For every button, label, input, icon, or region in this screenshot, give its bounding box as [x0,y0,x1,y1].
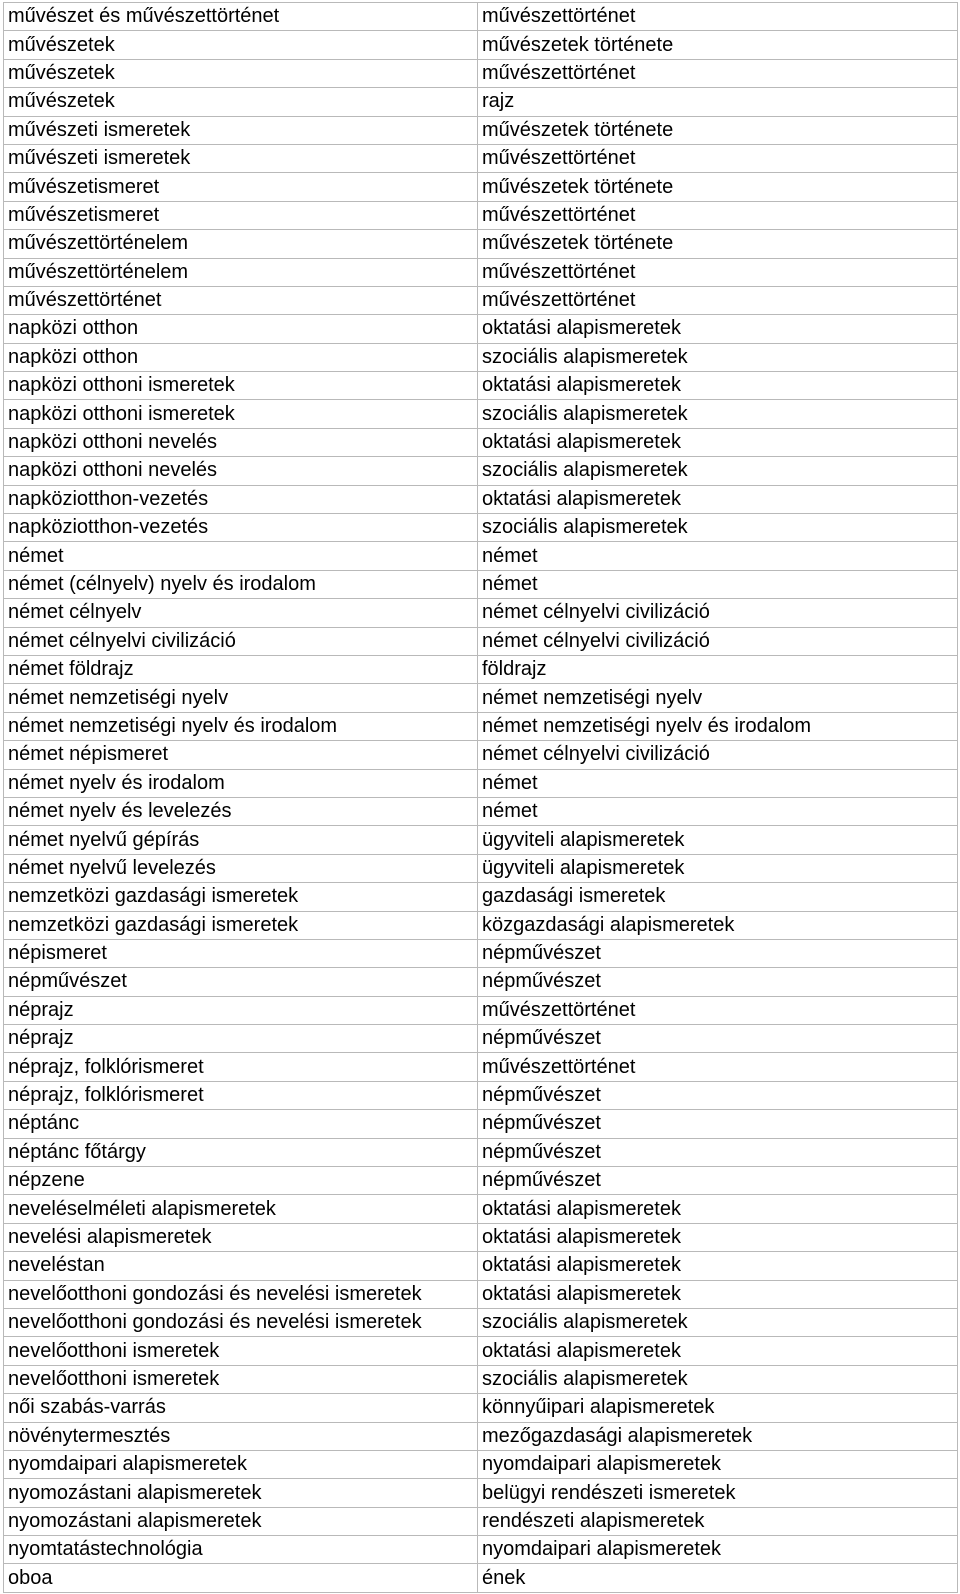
table-row [4,655,958,683]
table-row [4,1450,958,1478]
subject-category-cell: ügyviteli alapismeretek [478,826,958,854]
subject-name-cell: német [4,542,478,570]
subject-category-cell: népművészet [478,968,958,996]
subject-category-cell: művészetek története [478,173,958,201]
subject-category-cell: oktatási alapismeretek [478,1337,958,1365]
subject-category-cell: nyomdaipari alapismeretek [478,1536,958,1564]
subject-name-cell: német (célnyelv) nyelv és irodalom [4,570,478,598]
subject-name-cell: növénytermesztés [4,1422,478,1450]
table-row [4,1053,958,1081]
subject-name-cell: művészettörténelem [4,258,478,286]
table-row [4,1564,958,1592]
subject-category-cell: mezőgazdasági alapismeretek [478,1422,958,1450]
subject-category-cell: művészettörténet [478,996,958,1024]
table-row [4,741,958,769]
table-row [4,712,958,740]
table-row [4,1308,958,1336]
subject-category-cell: ügyviteli alapismeretek [478,854,958,882]
subject-name-cell: oboa [4,1564,478,1592]
subject-category-cell: német [478,797,958,825]
subject-category-cell: népművészet [478,1138,958,1166]
subject-name-cell: nemzetközi gazdasági ismeretek [4,883,478,911]
table-row [4,201,958,229]
subject-category-cell: oktatási alapismeretek [478,1280,958,1308]
table-row [4,968,958,996]
table-row [4,1195,958,1223]
subject-category-cell: ének [478,1564,958,1592]
table-row [4,1167,958,1195]
subject-category-cell: rendészeti alapismeretek [478,1507,958,1535]
subject-category-cell: művészettörténet [478,258,958,286]
table-row [4,485,958,513]
subject-category-cell: oktatási alapismeretek [478,1223,958,1251]
table-row [4,31,958,59]
subject-name-cell: napközi otthoni ismeretek [4,372,478,400]
subject-category-cell: művészettörténet [478,286,958,314]
subject-category-cell: művészettörténet [478,201,958,229]
table-row [4,797,958,825]
table-row [4,1223,958,1251]
subject-name-cell: nyomozástani alapismeretek [4,1479,478,1507]
subject-category-cell: nyomdaipari alapismeretek [478,1450,958,1478]
subject-name-cell: neveléselméleti alapismeretek [4,1195,478,1223]
subject-category-cell: művészettörténet [478,3,958,31]
subject-category-cell: művészetek története [478,116,958,144]
table-row [4,1110,958,1138]
table-row [4,286,958,314]
subject-name-cell: napközi otthoni nevelés [4,457,478,485]
table-row [4,1337,958,1365]
table-row [4,1138,958,1166]
subject-category-cell: földrajz [478,655,958,683]
subject-name-cell: nevelési alapismeretek [4,1223,478,1251]
subject-name-cell: néprajz [4,1025,478,1053]
subject-name-cell: napközi otthoni ismeretek [4,400,478,428]
table-row [4,570,958,598]
subject-name-cell: népzene [4,1167,478,1195]
subject-name-cell: művészetismeret [4,201,478,229]
table-row [4,343,958,371]
subject-name-cell: néptánc főtárgy [4,1138,478,1166]
subject-category-cell: művészetek története [478,230,958,258]
table-row [4,1394,958,1422]
subject-category-cell: német [478,542,958,570]
subject-category-cell: népművészet [478,939,958,967]
subject-name-cell: német célnyelvi civilizáció [4,627,478,655]
subject-category-cell: szociális alapismeretek [478,400,958,428]
subject-name-cell: művészetek [4,59,478,87]
subject-category-cell: német nemzetiségi nyelv [478,684,958,712]
table-row [4,59,958,87]
subject-name-cell: néprajz, folklórismeret [4,1081,478,1109]
table-row [4,542,958,570]
subject-name-cell: néprajz, folklórismeret [4,1053,478,1081]
subject-category-cell: művészettörténet [478,1053,958,1081]
table-row [4,514,958,542]
subject-category-cell: rajz [478,88,958,116]
subject-category-cell: szociális alapismeretek [478,457,958,485]
table-row [4,684,958,712]
subject-name-cell: német nyelv és irodalom [4,769,478,797]
subject-name-cell: német nyelv és levelezés [4,797,478,825]
subject-name-cell: német földrajz [4,655,478,683]
table-row [4,3,958,31]
subject-name-cell: nevelőotthoni gondozási és nevelési ismeretek [4,1280,478,1308]
subject-name-cell: napköziotthon-vezetés [4,514,478,542]
table-row [4,144,958,172]
table-row [4,88,958,116]
subject-name-cell: népművészet [4,968,478,996]
subject-name-cell: német nemzetiségi nyelv és irodalom [4,712,478,740]
subject-name-cell: német népismeret [4,741,478,769]
subject-name-cell: népismeret [4,939,478,967]
subject-category-cell: népművészet [478,1081,958,1109]
subject-name-cell: nemzetközi gazdasági ismeretek [4,911,478,939]
subject-name-cell: nevelőotthoni ismeretek [4,1337,478,1365]
table-row [4,315,958,343]
table-row [4,599,958,627]
table-row [4,1365,958,1393]
subject-category-cell: népművészet [478,1167,958,1195]
subject-name-cell: német nemzetiségi nyelv [4,684,478,712]
subject-category-cell: művészettörténet [478,59,958,87]
subject-name-cell: művészet és művészettörténet [4,3,478,31]
table-row [4,173,958,201]
subject-category-cell: könnyűipari alapismeretek [478,1394,958,1422]
subject-name-cell: napközi otthon [4,343,478,371]
table-row [4,911,958,939]
table-row [4,372,958,400]
subject-name-cell: művészeti ismeretek [4,116,478,144]
subject-category-cell: oktatási alapismeretek [478,428,958,456]
mapping-table [3,2,958,1593]
subject-name-cell: német célnyelv [4,599,478,627]
table-row [4,258,958,286]
subject-name-cell: napköziotthon-vezetés [4,485,478,513]
subject-name-cell: napközi otthoni nevelés [4,428,478,456]
subject-category-cell: művészettörténet [478,144,958,172]
subject-category-cell: szociális alapismeretek [478,514,958,542]
subject-name-cell: német nyelvű gépírás [4,826,478,854]
table-row [4,1280,958,1308]
table-row [4,230,958,258]
table-row [4,826,958,854]
subject-category-cell: német célnyelvi civilizáció [478,599,958,627]
subject-category-cell: német [478,769,958,797]
subject-name-cell: neveléstan [4,1252,478,1280]
table-row [4,1536,958,1564]
subject-category-cell: szociális alapismeretek [478,343,958,371]
subject-category-cell: oktatási alapismeretek [478,315,958,343]
subject-category-cell: német célnyelvi civilizáció [478,627,958,655]
subject-category-cell: német célnyelvi civilizáció [478,741,958,769]
subject-category-cell: belügyi rendészeti ismeretek [478,1479,958,1507]
subject-category-cell: német [478,570,958,598]
subject-category-cell: oktatási alapismeretek [478,1252,958,1280]
table-row [4,457,958,485]
table-row [4,996,958,1024]
subject-name-cell: német nyelvű levelezés [4,854,478,882]
table-row [4,769,958,797]
subject-category-cell: szociális alapismeretek [478,1308,958,1336]
subject-category-cell: népművészet [478,1110,958,1138]
subject-name-cell: nevelőotthoni ismeretek [4,1365,478,1393]
table-row [4,1025,958,1053]
subject-category-cell: német nemzetiségi nyelv és irodalom [478,712,958,740]
subject-category-cell: oktatási alapismeretek [478,1195,958,1223]
table-row [4,1479,958,1507]
subject-name-cell: művészettörténelem [4,230,478,258]
subject-name-cell: napközi otthon [4,315,478,343]
subject-category-cell: gazdasági ismeretek [478,883,958,911]
subject-name-cell: nyomdaipari alapismeretek [4,1450,478,1478]
subject-name-cell: nyomozástani alapismeretek [4,1507,478,1535]
table-row [4,1507,958,1535]
subject-name-cell: néprajz [4,996,478,1024]
table-row [4,883,958,911]
table-row [4,939,958,967]
subject-category-cell: népművészet [478,1025,958,1053]
subject-category-cell: oktatási alapismeretek [478,372,958,400]
subject-category-cell: oktatási alapismeretek [478,485,958,513]
subject-category-cell: szociális alapismeretek [478,1365,958,1393]
table-row [4,1422,958,1450]
subject-name-cell: nyomtatástechnológia [4,1536,478,1564]
table-row [4,400,958,428]
table-row [4,854,958,882]
subject-category-cell: művészetek története [478,31,958,59]
subject-name-cell: női szabás-varrás [4,1394,478,1422]
table-row [4,627,958,655]
subject-name-cell: művészettörténet [4,286,478,314]
subject-category-cell: közgazdasági alapismeretek [478,911,958,939]
subject-name-cell: művészetek [4,88,478,116]
table-row [4,1081,958,1109]
mapping-table-body [4,3,958,1593]
subject-name-cell: néptánc [4,1110,478,1138]
table-row [4,1252,958,1280]
subject-name-cell: művészeti ismeretek [4,144,478,172]
table-row [4,116,958,144]
subject-name-cell: művészetismeret [4,173,478,201]
subject-name-cell: nevelőotthoni gondozási és nevelési ismeretek [4,1308,478,1336]
subject-name-cell: művészetek [4,31,478,59]
table-row [4,428,958,456]
